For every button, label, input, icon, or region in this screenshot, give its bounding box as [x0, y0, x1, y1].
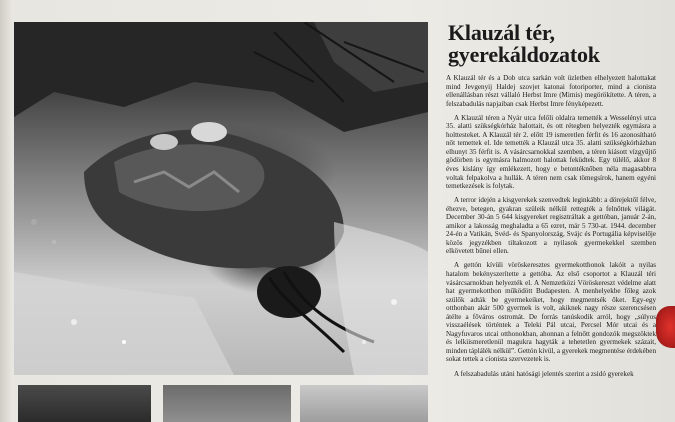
bottom-photo-1	[18, 385, 151, 422]
paragraph-4: A gettón kívüli vöröskeresztes gyermekotthonok lakóit a nyilas hatalom bekényszerítette a gettóba. Az első csoportot a Klauzál téri vásárcsarnokban helyezték el. A Nemzetközi Vöröskereszt védelme alatt hat gyermekotthon működött Budapesten. A menhelyekbe főleg azok szülők adták be gyermekeiket, hogy megmentsék őket. Egy-egy otthonban akár 500 gyermek is volt, akiknek nagy része szerencsésen átélte a főváros ostromát. De forrás tanúskodik arról, hogy „súlyos visszaélések történtek a Teleki Pál utcai, Percsel Mór utcai és a Nagyfuvaros utcai otthonokban, ahonnan a felnőtt gondozók megszöktek és lelkiismeretlenül magukra hagyták a tehetetlen gyermekek százait, minden táplálék nélkül”. Gettón kívül, a gyerekek megmentése érdekében sokat tettek a cionista szervezetek is.	[446, 261, 656, 364]
paragraph-1: A Klauzál tér és a Dob utca sarkán volt üzletben elhelyezett halottakat mind Jevgenyij Haldej szovjet katonai fotoriporter, mind a cionista ellenállásban részt vállaló Herbst Imre (Mimis) megörökítette. A téren, a felszabadulás napjaiban csak Herbst Imre fényképezett.	[446, 74, 656, 108]
title-line-1: Klauzál tér,	[448, 20, 555, 45]
paragraph-2: A Klauzál téren a Nyár utca felőli oldalra temették a Wesselényi utca 35. alatti szükségkórház halottait, és ott rétegben helyezték egymásra a holttesteket. A Klauzál tér 2. előtt 19 ismeretlen férfit és 16 azonosítható nőt temettek el. Ide temették a Klauzál utca 35. alatti szükségkórházban elhunyt 35 férfit is. A vásárcsarnokkal szemben, a téren kiásott vízgyűjtő gödörben is egymásra halmozott halottak feküdtek. Egy túlélő, akkor 8 éves kislány így emlékezett, hogy e betontéknőben néla magasabbra voltak felpakolva a hullák. A téren nem csak tömegsírok, hanem egyéni temetkezések is folytak.	[446, 113, 656, 191]
photo-illustration	[14, 22, 428, 375]
paragraph-3: A terror idején a kisgyerekek szenvedtek leginkább: a dörejektől félve, éhezve, betegen, gyakran szüleik nélkül rettegték a felnőttek világát. December 30-án 5 644 kisgyereket regisztráltak a gettóban, január 2-án, amikor a lakosság meghaladta a 65 ezret, már 5 730-at. 1944. december 24-én a Vatikán, Svéd- és Spanyolország, Svájc és Portugália képviselője közös jegyzékben tiltakozott a nyilasok gyermekekkel szemben elkövetett bűnei ellen.	[446, 196, 656, 256]
article-title	[448, 22, 656, 66]
main-photo	[14, 22, 428, 375]
bottom-photo-3	[300, 385, 428, 422]
article-column	[446, 22, 656, 384]
red-object	[656, 306, 675, 348]
paragraph-5: A felszabadulás utáni hatósági jelentés szerint a zsidó gyerekek	[454, 369, 634, 378]
title-line-2: gyerekáldozatok	[448, 42, 600, 67]
bottom-photo-2	[163, 385, 291, 422]
